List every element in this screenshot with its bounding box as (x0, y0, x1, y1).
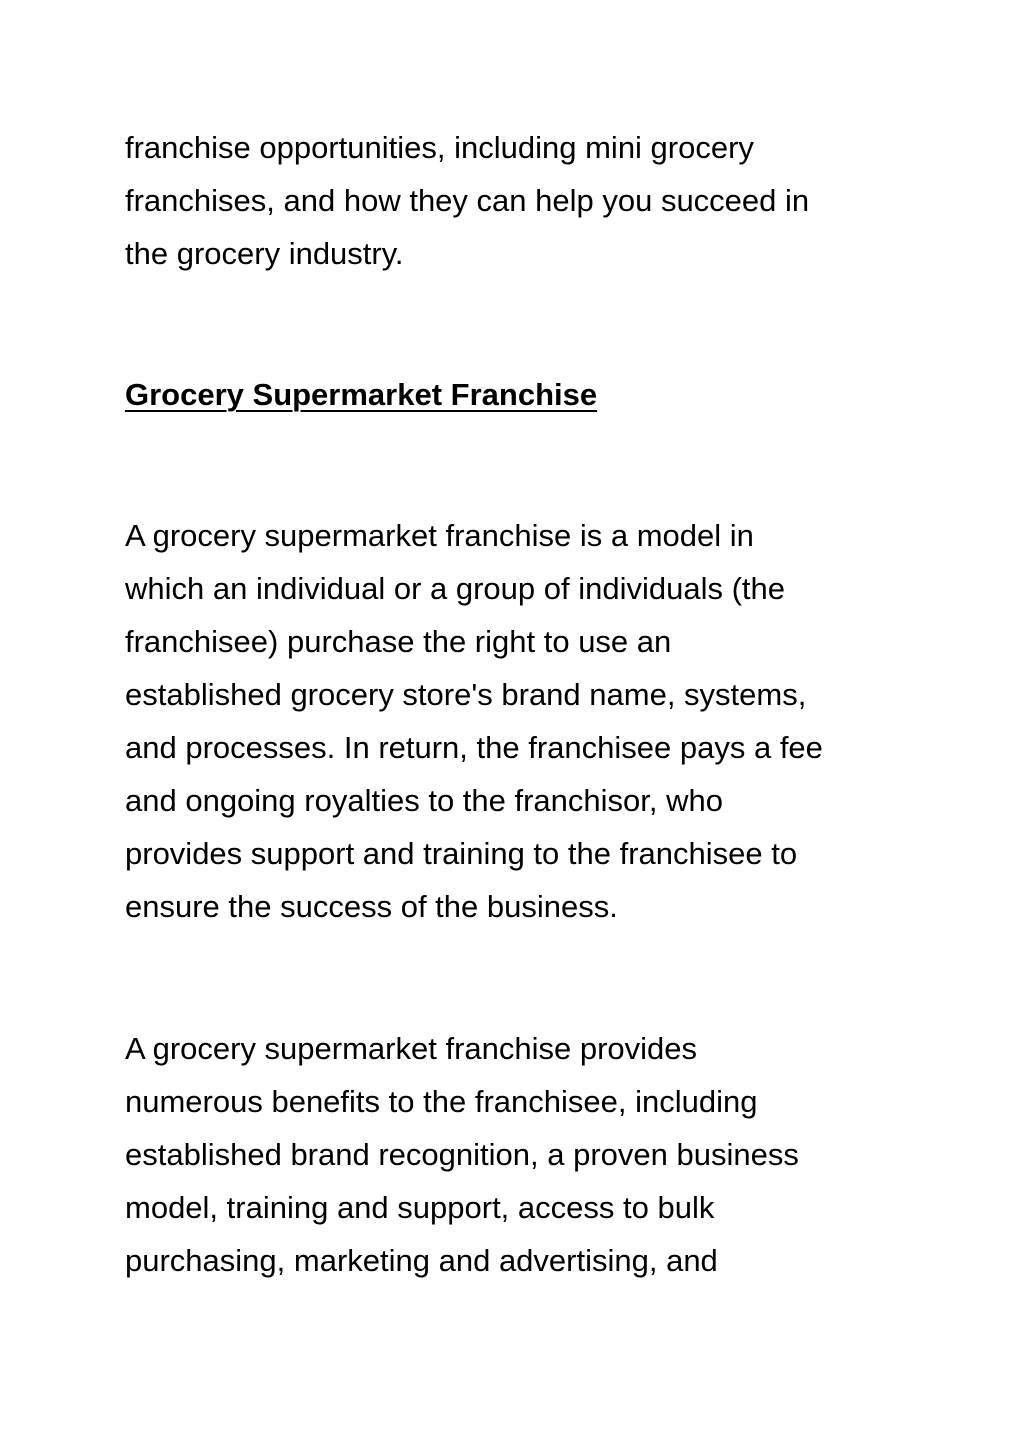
paragraph-2-line-1: A grocery supermarket franchise provides (125, 1031, 698, 1066)
paragraph-2-line-3: established brand recognition, a proven business (125, 1137, 799, 1172)
section-heading: Grocery Supermarket Franchise (125, 377, 598, 412)
paragraph-1-line-4: established grocery store's brand name, systems, (125, 677, 807, 712)
paragraph-2-line-2: numerous benefits to the franchisee, including (125, 1084, 758, 1119)
paragraph-1-line-3: franchisee) purchase the right to use an (125, 624, 672, 659)
paragraph-2-line-5: purchasing, marketing and advertising, and (125, 1243, 718, 1278)
paragraph-1-line-2: which an individual or a group of individuals (the (125, 571, 786, 606)
intro-line-3: the grocery industry. (125, 236, 404, 271)
paragraph-1-line-8: ensure the success of the business. (125, 889, 618, 924)
paragraph-1 (125, 509, 823, 933)
paragraph-1-line-1: A grocery supermarket franchise is a model in (125, 518, 754, 553)
intro-line-1: franchise opportunities, including mini grocery (125, 130, 754, 165)
intro-paragraph (125, 121, 809, 280)
intro-line-2: franchises, and how they can help you succeed in (125, 183, 810, 218)
paragraph-2-line-4: model, training and support, access to bulk (125, 1190, 715, 1225)
paragraph-1-line-6: and ongoing royalties to the franchisor, who (125, 783, 723, 818)
paragraph-2 (125, 1022, 799, 1287)
paragraph-1-line-7: provides support and training to the franchisee to (125, 836, 798, 871)
paragraph-1-line-5: and processes. In return, the franchisee pays a fee (125, 730, 823, 765)
